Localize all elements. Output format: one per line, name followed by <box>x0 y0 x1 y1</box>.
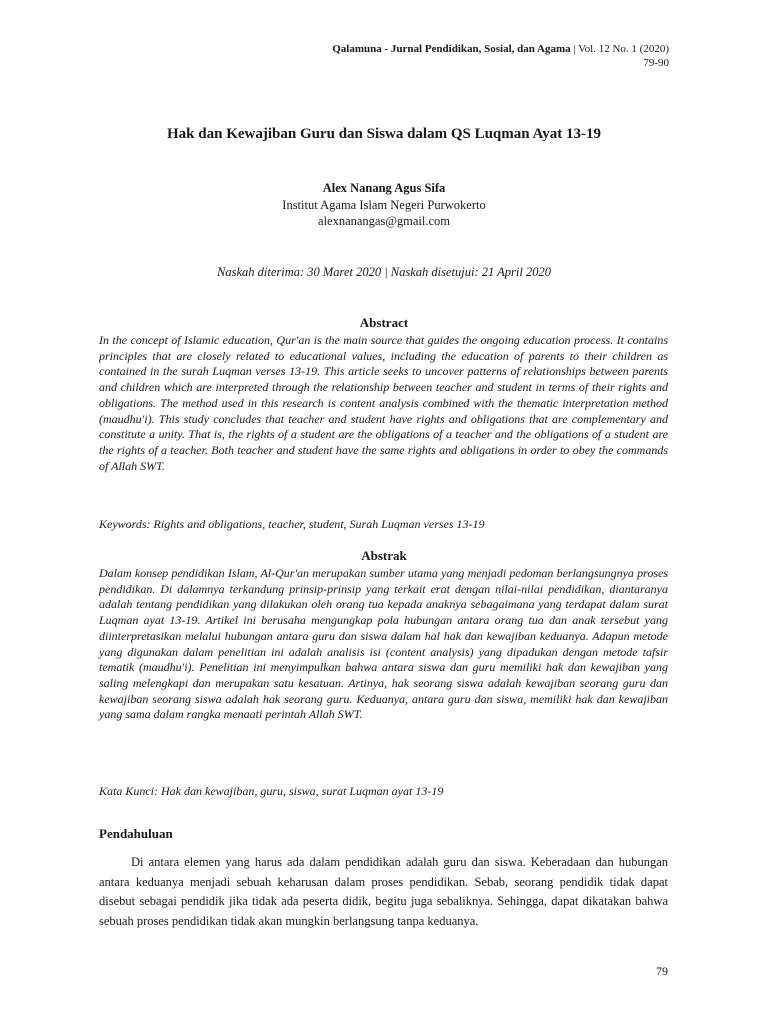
author-affiliation: Institut Agama Islam Negeri Purwokerto <box>282 197 486 212</box>
running-header <box>332 42 669 70</box>
abstrak-keywords: Kata Kunci: Hak dan kewajiban, guru, siswa, surat Luqman ayat 13-19 <box>99 784 444 798</box>
journal-pages: 79-90 <box>643 57 669 69</box>
abstract-text: In the concept of Islamic education, Qur'an is the main source that guides the ongoing education process. It contains principles that are closely related to educational values, including the education of parents to their children as contained in the surah Luqman verses 13-19. This article seeks to uncover patterns of relationships between parents and children which are interpreted through the relationship between teacher and student in terms of their rights and obligations. The method used in this research is content analysis combined with the thematic interpretation method (maudhu'i). This study concludes that teacher and student have rights and obligations that are complementary and constitute a unity. That is, the rights of a student are the obligations of a teacher and the obligations of a student are the rights of a teacher. Both teacher and student have the same rights and obligations in order to obey the commands of Allah SWT. <box>99 333 668 473</box>
journal-volume: Vol. 12 No. 1 (2020) <box>578 43 669 55</box>
author-name: Alex Nanang Agus Sifa <box>322 181 446 195</box>
introduction-heading: Pendahuluan <box>99 826 173 841</box>
abstract-keywords: Keywords: Rights and obligations, teacher, student, Surah Luqman verses 13-19 <box>99 517 485 531</box>
header-separator: | <box>570 43 579 55</box>
header-line-1 <box>332 42 669 56</box>
author-block <box>0 180 768 230</box>
author-email: alexnanangas@gmail.com <box>318 214 450 228</box>
abstrak-text: Dalam konsep pendidikan Islam, Al-Qur'an merupakan sumber utama yang menjadi pedoman berlangsungnya proses pendidikan. Di dalamnya terkandung prinsip-prinsip yang terkait erat dengan nilai-nilai pendidikan, diantaranya adalah tentang pendidikan yang dilakukan oleh orang tua kepada anaknya sebagaimana yang terdapat dalam surat Luqman ayat 13-19. Artikel ini berusaha mengungkap pola hubungan antara orang tua dan anak tersebut yang diinterpretasikan melalui hubungan antara guru dan siswa dalam hal hak dan kewajiban keduanya. Adapun metode yang digunakan dalam penelitian ini adalah analisis isi (content analysis) yang dipadukan dengan metode tafsir tematik (maudhu'i). Penelitian ini menyimpulkan bahwa antara siswa dan guru memiliki hak dan kewajiban yang saling melengkapi dan merupakan satu kesatuan. Artinya, hak seorang siswa adalah kewajiban seorang guru dan kewajiban seorang siswa adalah hak seorang guru. Keduanya, antara guru dan siswa, memiliki hak dan kewajiban yang sama dalam rangka menaati perintah Allah SWT. <box>99 566 668 722</box>
abstrak-heading: Abstrak <box>361 548 407 563</box>
journal-name: Qalamuna - Jurnal Pendidikan, Sosial, dan Agama <box>332 43 571 55</box>
introduction-paragraph: Di antara elemen yang harus ada dalam pendidikan adalah guru dan siswa. Keberadaan dan hubungan antara keduanya menjadi sebuah keharusan dalam proses pendidikan. Sebab, seorang pendidik tidak dapat disebut sebagai pendidik jika tidak ada peserta didik, begitu juga sebaliknya. Sehingga, dapat dikatakan bahwa sebuah proses pendidikan tidak akan mungkin berlangsung tanpa keduanya. <box>99 855 668 928</box>
page-number: 79 <box>656 964 668 978</box>
paper-title: Hak dan Kewajiban Guru dan Siswa dalam QS Luqman Ayat 13-19 <box>167 126 601 142</box>
abstract-heading: Abstract <box>359 315 409 330</box>
submission-dates: Naskah diterima: 30 Maret 2020 | Naskah disetujui: 21 April 2020 <box>217 265 551 279</box>
